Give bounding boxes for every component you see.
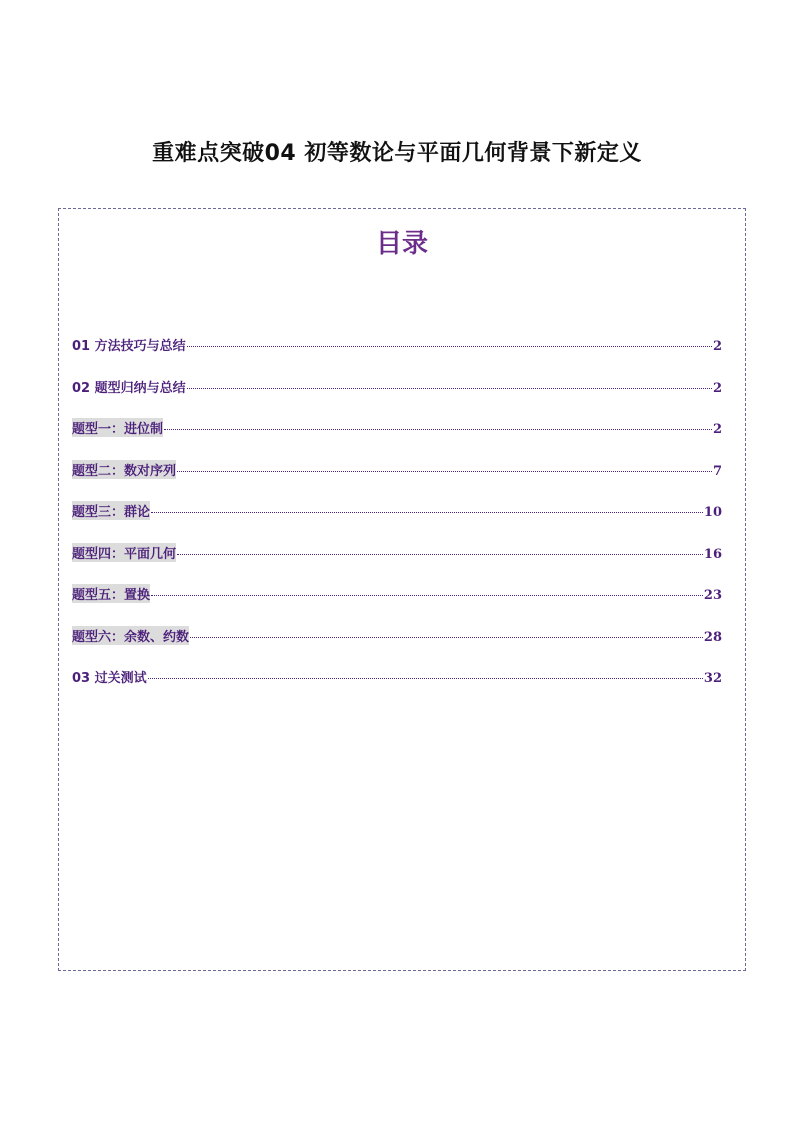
toc-entry-label: 题型二：数对序列	[72, 460, 176, 479]
toc-entry-type-2[interactable]	[72, 460, 722, 502]
toc-page-number: 2	[712, 422, 722, 437]
toc-heading: 目录	[375, 229, 428, 259]
toc-entry-label: 题型四：平面几何	[72, 543, 176, 562]
toc-entry-label: 题型六：余数、约数	[72, 626, 189, 645]
toc-entry-type-1[interactable]	[72, 418, 722, 460]
dot-leader	[190, 637, 703, 638]
dot-leader	[164, 429, 712, 430]
toc-entry-type-6[interactable]	[72, 626, 722, 668]
dot-leader	[148, 678, 703, 679]
toc-entry-label: 02 题型归纳与总结	[72, 380, 186, 396]
toc-page-number: 2	[712, 339, 722, 354]
document-title: 重难点突破04 初等数论与平面几何背景下新定义	[152, 141, 642, 166]
toc-entry-label: 题型五：置换	[72, 584, 150, 603]
toc-entry-label: 03 过关测试	[72, 671, 147, 686]
toc-page-number: 32	[703, 671, 722, 686]
toc-entry-label: 题型三：群论	[72, 501, 150, 520]
toc-entry-type-5[interactable]	[72, 584, 722, 626]
toc-page-number: 28	[703, 629, 722, 645]
dot-leader	[177, 554, 703, 555]
toc-entry-label: 题型一：进位制	[72, 418, 163, 437]
toc-entry-methods[interactable]	[72, 335, 722, 377]
toc-page-number: 7	[712, 463, 722, 479]
table-of-contents	[58, 208, 746, 971]
dot-leader	[177, 471, 712, 472]
toc-page-number: 23	[703, 588, 722, 603]
toc-page-number: 2	[712, 380, 722, 396]
toc-entry-question-types[interactable]	[72, 377, 722, 419]
dot-leader	[151, 512, 703, 513]
dot-leader	[151, 595, 703, 596]
toc-list	[72, 335, 722, 709]
toc-page-number: 16	[703, 546, 722, 562]
dot-leader	[187, 346, 712, 347]
toc-page-number: 10	[703, 505, 722, 520]
toc-entry-type-4[interactable]	[72, 543, 722, 585]
toc-entry-type-3[interactable]	[72, 501, 722, 543]
toc-entry-label: 01 方法技巧与总结	[72, 339, 186, 354]
dot-leader	[187, 388, 712, 389]
toc-entry-test[interactable]	[72, 667, 722, 709]
